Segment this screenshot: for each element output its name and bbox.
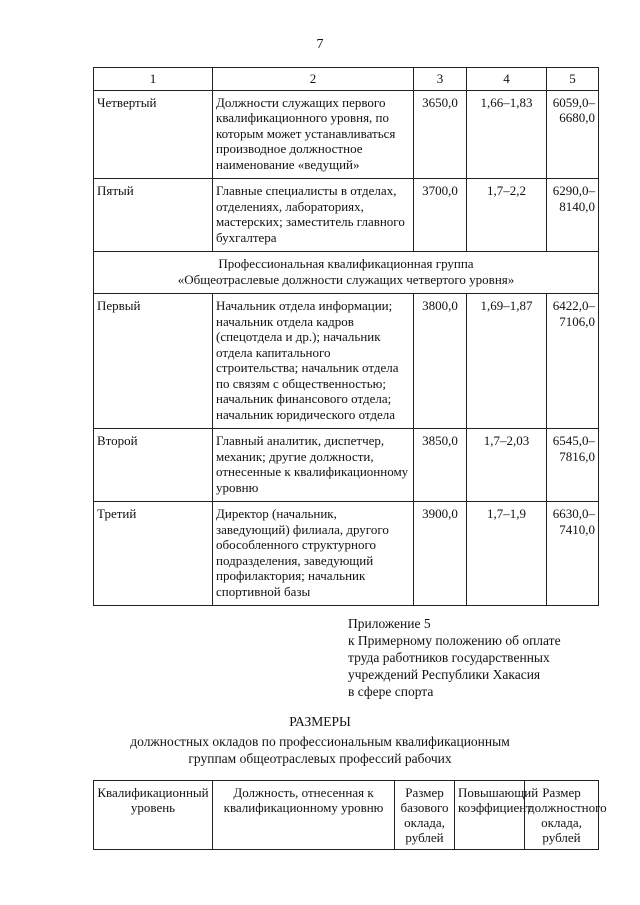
raising-coefficient: 1,7–2,03 [467, 429, 547, 502]
qualification-level: Первый [94, 294, 213, 429]
appendix-note [348, 615, 628, 700]
position-description: Директор (начальник, заведующий) филиала, другого обособленного структурного подразделения, заведующий профилактория; начальник спортивной базы [213, 502, 414, 606]
position-description: Должности служащих первого квалификационного уровня, по которым может устанавливаться производное должностное наименование «ведущий» [213, 90, 414, 179]
raising-coefficient: 1,66–1,83 [467, 90, 547, 179]
section-title: РАЗМЕРЫ [289, 714, 351, 729]
qualification-level: Пятый [94, 179, 213, 252]
section-subtitle: группам общеотраслевых профессий рабочих [188, 751, 452, 766]
column-number: 1 [94, 68, 213, 91]
table-row [94, 90, 599, 179]
raising-coefficient: 1,7–2,2 [467, 179, 547, 252]
raising-coefficient: 1,7–1,9 [467, 502, 547, 606]
appendix-line: труда работников государственных [348, 650, 550, 665]
official-salary: 6290,0–8140,0 [547, 179, 599, 252]
column-header: Квалификационный уровень [94, 781, 213, 850]
section-subtitle: должностных окладов по профессиональным квалификационным [130, 734, 510, 749]
column-number: 2 [213, 68, 414, 91]
table-row [94, 294, 599, 429]
official-salary: 6630,0–7410,0 [547, 502, 599, 606]
base-salary: 3800,0 [414, 294, 467, 429]
group-title [94, 252, 599, 294]
column-number: 5 [547, 68, 599, 91]
table-header-row [94, 781, 599, 850]
workers-salary-table [93, 780, 607, 850]
column-header: Должность, отнесенная к квалификационному уровню [213, 781, 395, 850]
appendix-line: в сфере спорта [348, 684, 434, 699]
table-row [94, 502, 599, 606]
qualification-level: Второй [94, 429, 213, 502]
position-description: Начальник отдела информации; начальник отдела кадров (спецотдела и др.); начальник отдела капитального строительства; начальник отдела по связям с общественностью; начальник финансового отдела; начальник юридического отдела [213, 294, 414, 429]
table-header-row [94, 68, 599, 91]
base-salary: 3850,0 [414, 429, 467, 502]
appendix-line: учреждений Республики Хакасия [348, 667, 541, 682]
group-title-line: «Общеотраслевые должности служащих четвертого уровня» [177, 271, 515, 287]
column-number: 3 [414, 68, 467, 91]
official-salary: 6545,0–7816,0 [547, 429, 599, 502]
column-header: Размер базового оклада, рублей [395, 781, 455, 850]
qualification-level: Четвертый [94, 90, 213, 179]
appendix-line: к Примерному положению об оплате [348, 633, 561, 648]
salary-table [93, 67, 599, 606]
raising-coefficient: 1,69–1,87 [467, 294, 547, 429]
appendix-line: Приложение 5 [348, 616, 431, 631]
column-header: Размер должностного оклада, рублей [525, 781, 599, 850]
group-title-row [94, 252, 599, 294]
base-salary: 3900,0 [414, 502, 467, 606]
column-header: Повышающий коэффициент [455, 781, 525, 850]
group-title-line: Профессиональная квалификационная группа [218, 256, 474, 271]
official-salary: 6422,0–7106,0 [547, 294, 599, 429]
base-salary: 3650,0 [414, 90, 467, 179]
position-description: Главные специалисты в отделах, отделениях, лабораториях, мастерских; заместитель главного бухгалтера [213, 179, 414, 252]
position-description: Главный аналитик, диспетчер, механик; другие должности, отнесенные к квалификационному уровню [213, 429, 414, 502]
page-number: 7 [316, 37, 324, 52]
table-row [94, 179, 599, 252]
table-row [94, 429, 599, 502]
official-salary: 6059,0–6680,0 [547, 90, 599, 179]
qualification-level: Третий [94, 502, 213, 606]
base-salary: 3700,0 [414, 179, 467, 252]
column-number: 4 [467, 68, 547, 91]
